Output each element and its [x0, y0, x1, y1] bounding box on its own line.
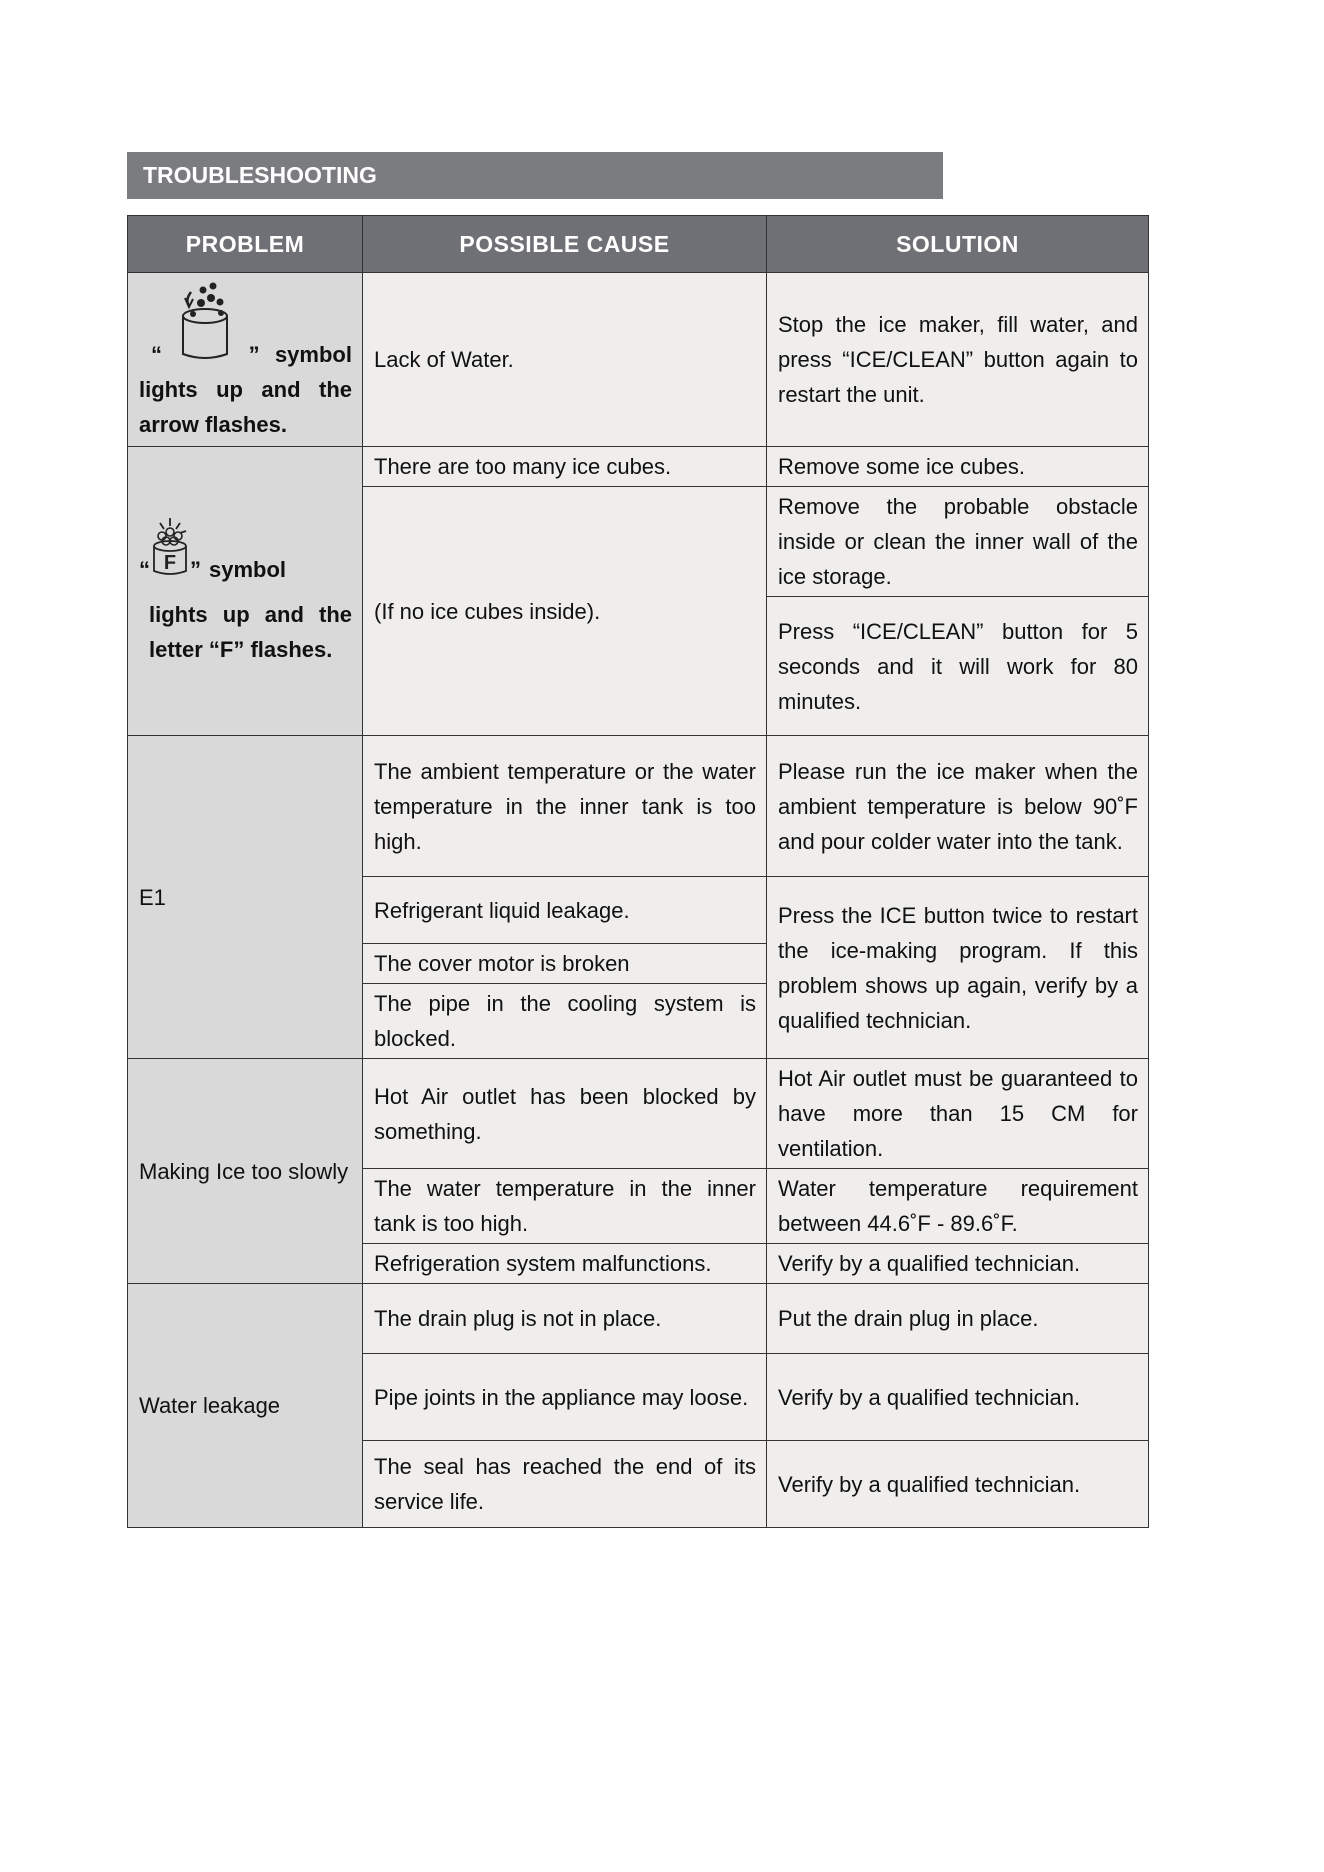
problem-water-symbol: “ ” symbol lights up and the arrow flashes.: [128, 273, 363, 447]
solution-remove-ice: Remove some ice cubes.: [767, 447, 1149, 487]
cause-seal-end-of-life: The seal has reached the end of its service life.: [363, 1441, 767, 1528]
ice-full-letter: F: [163, 552, 177, 574]
cause-refrigerant-leakage: Refrigerant liquid leakage.: [363, 877, 767, 944]
cause-refrigeration-malfunction: Refrigeration system malfunctions.: [363, 1244, 767, 1284]
cause-lack-of-water: Lack of Water.: [363, 273, 767, 447]
cause-no-ice-inside: (If no ice cubes inside).: [363, 487, 767, 736]
solution-put-drain-plug: Put the drain plug in place.: [767, 1284, 1149, 1354]
cause-too-many-ice: There are too many ice cubes.: [363, 447, 767, 487]
ice-full-icon: [150, 515, 190, 587]
solution-ventilation-15cm: Hot Air outlet must be guaranteed to have more than 15 CM for ventilation.: [767, 1059, 1149, 1169]
problem-making-ice-slowly: Making Ice too slowly: [128, 1059, 363, 1284]
solution-verify-technician-1: Verify by a qualified technician.: [767, 1244, 1149, 1284]
cause-cover-motor-broken: The cover motor is broken: [363, 944, 767, 984]
solution-remove-obstacle: Remove the probable obstacle inside or clean the inner wall of the ice storage.: [767, 487, 1149, 597]
table-row: [128, 1284, 1149, 1354]
table-header-row: [128, 216, 1149, 273]
problem-ice-full-text: lights up and the letter “F” flashes.: [149, 602, 352, 662]
water-tank-icon: [177, 278, 233, 372]
solution-press-ice-clean: Press “ICE/CLEAN” button for 5 seconds and it will work for 80 minutes.: [767, 597, 1149, 736]
table-row: [128, 736, 1149, 877]
header-possible-cause: POSSIBLE CAUSE: [363, 216, 767, 273]
section-title: TROUBLESHOOTING: [127, 152, 943, 199]
cause-pipe-joints-loose: Pipe joints in the appliance may loose.: [363, 1354, 767, 1441]
problem-ice-full-symbol: “ F ” symbol lights up and the letter “F” flashes.: [128, 447, 363, 736]
problem-e1: E1: [128, 736, 363, 1059]
problem-water-leakage: Water leakage: [128, 1284, 363, 1528]
solution-verify-technician-3: Verify by a qualified technician.: [767, 1441, 1149, 1528]
table-row: [128, 447, 1149, 487]
solution-run-below-90f: Please run the ice maker when the ambient temperature is below 90˚F and pour colder water into the tank.: [767, 736, 1149, 877]
problem-water-text: lights up and the arrow flashes.: [139, 377, 352, 437]
table-row: [128, 1059, 1149, 1169]
cause-water-temp-high: The water temperature in the inner tank is too high.: [363, 1169, 767, 1244]
solution-verify-technician-2: Verify by a qualified technician.: [767, 1354, 1149, 1441]
solution-water-temp-range: Water temperature requirement between 44.6˚F - 89.6˚F.: [767, 1169, 1149, 1244]
header-problem: PROBLEM: [128, 216, 363, 273]
header-solution: SOLUTION: [767, 216, 1149, 273]
table-row: [128, 273, 1149, 447]
cause-pipe-blocked: The pipe in the cooling system is blocked.: [363, 984, 767, 1059]
troubleshooting-table: [127, 215, 1149, 1528]
solution-fill-water: Stop the ice maker, fill water, and press “ICE/CLEAN” button again to restart the unit.: [767, 273, 1149, 447]
solution-press-ice-twice: Press the ICE button twice to restart the ice-making program. If this problem shows up again, verify by a qualified technician.: [767, 877, 1149, 1059]
cause-drain-plug: The drain plug is not in place.: [363, 1284, 767, 1354]
cause-temp-too-high: The ambient temperature or the water temperature in the inner tank is too high.: [363, 736, 767, 877]
cause-hot-air-blocked: Hot Air outlet has been blocked by something.: [363, 1059, 767, 1169]
